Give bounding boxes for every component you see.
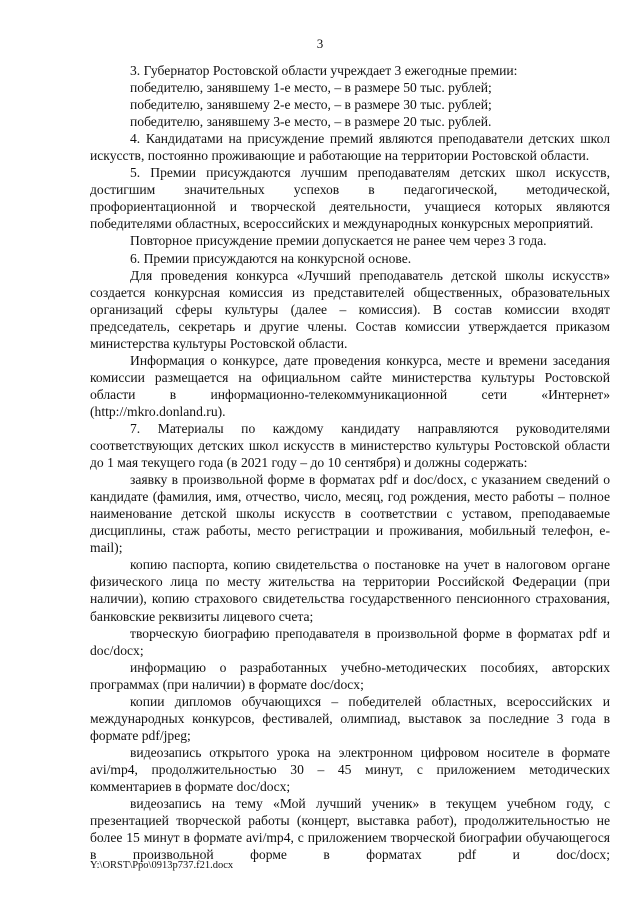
paragraph-13: копию паспорта, копию свидетельства о постановке на учет в налоговом органе физического лица по месту жительства на территории Российской Федерации (при наличии), копию страхового свидетельства государственного пенсионного страхования, банковские реквизиты лицевого счета;	[90, 557, 610, 624]
paragraph-17: видеозапись открытого урока на электронном цифровом носителе в формате avi/mp4, продолжительностью 30 – 45 минут, с приложением методических комментариев в формате doc/docx;	[90, 744, 610, 794]
paragraph-5: 4. Кандидатами на присуждение премий являются преподаватели детских школ искусств, постоянно проживающие и работающие на территории Ростовской области.	[90, 131, 610, 164]
paragraph-12: заявку в произвольной форме в форматах pdf и doc/docx, с указанием сведений о кандидате (фамилия, имя, отчество, число, месяц, год рождения, место работы – полное наименование детской школы искусств в соответствии с уставом, преподаваемые дисциплины, стаж работы, место регистрации и проживания, мобильный телефон, e-mail);	[90, 472, 610, 556]
paragraph-10: Информация о конкурсе, дате проведения конкурса, месте и времени заседания комиссии размещается на официальном сайте министерства культуры Ростовской области в информационно-телекоммуникационной сети «Интернет» (http://mkro.donland.ru).	[90, 352, 610, 419]
document-body	[90, 62, 610, 863]
paragraph-18: видеозапись на тему «Мой лучший ученик» в текущем учебном году, с презентацией творческой работы (концерт, выставка работ), продолжительностью не более 15 минут в формате avi/mp4, с приложением творческой биографии обучающегося в произвольной форме в форматах pdf и doc/docx;	[90, 796, 610, 863]
paragraph-4: победителю, занявшему 3-е место, – в размере 20 тыс. рублей.	[130, 114, 492, 130]
paragraph-1: 3. Губернатор Ростовской области учреждает 3 ежегодные премии:	[130, 63, 518, 78]
paragraph-2: победителю, занявшему 1-е место, – в размере 50 тыс. рублей;	[130, 80, 492, 96]
footer-file-path: Y:\ORST\Ppo\0913p737.f21.docx	[90, 860, 234, 871]
paragraph-14: творческую биографию преподавателя в произвольной форме в форматах pdf и doc/docx;	[90, 625, 610, 658]
paragraph-9: Для проведения конкурса «Лучший преподаватель детской школы искусств» создается конкурсная комиссия из представителей общественных, образовательных организаций сферы культуры (далее – комиссия). В состав комиссии входят председатель, секретарь и другие члены. Состав комиссии утверждается приказом министерства культуры Ростовской области.	[90, 267, 610, 351]
paragraph-8: 6. Премии присуждаются на конкурсной основе.	[130, 250, 412, 266]
paragraph-3: победителю, занявшему 2-е место, – в размере 30 тыс. рублей;	[130, 97, 492, 113]
paragraph-15: информацию о разработанных учебно-методических пособиях, авторских программах (при наличии) в формате doc/docx;	[90, 659, 610, 692]
paragraph-6: 5. Премии присуждаются лучшим преподавателям детских школ искусств, достигшим значительных успехов в педагогической, методической, профориентационной и творческой деятельности, учащиеся которых являются победителями областных, всероссийских и международных конкурсных мероприятий.	[90, 165, 610, 232]
paragraph-16: копии дипломов обучающихся – победителей областных, всероссийских и международных конкурсов, фестивалей, олимпиад, выставок за последние 3 года в формате pdf/jpeg;	[90, 693, 610, 743]
paragraph-11: 7. Материалы по каждому кандидату направляются руководителями соответствующих детских школ искусств в министерство культуры Ростовской области до 1 мая текущего года (в 2021 году – до 10 сентября) и должны содержать:	[90, 420, 610, 471]
page-number: 3	[316, 36, 324, 51]
paragraph-7: Повторное присуждение премии допускается не ранее чем через 3 года.	[130, 233, 547, 249]
